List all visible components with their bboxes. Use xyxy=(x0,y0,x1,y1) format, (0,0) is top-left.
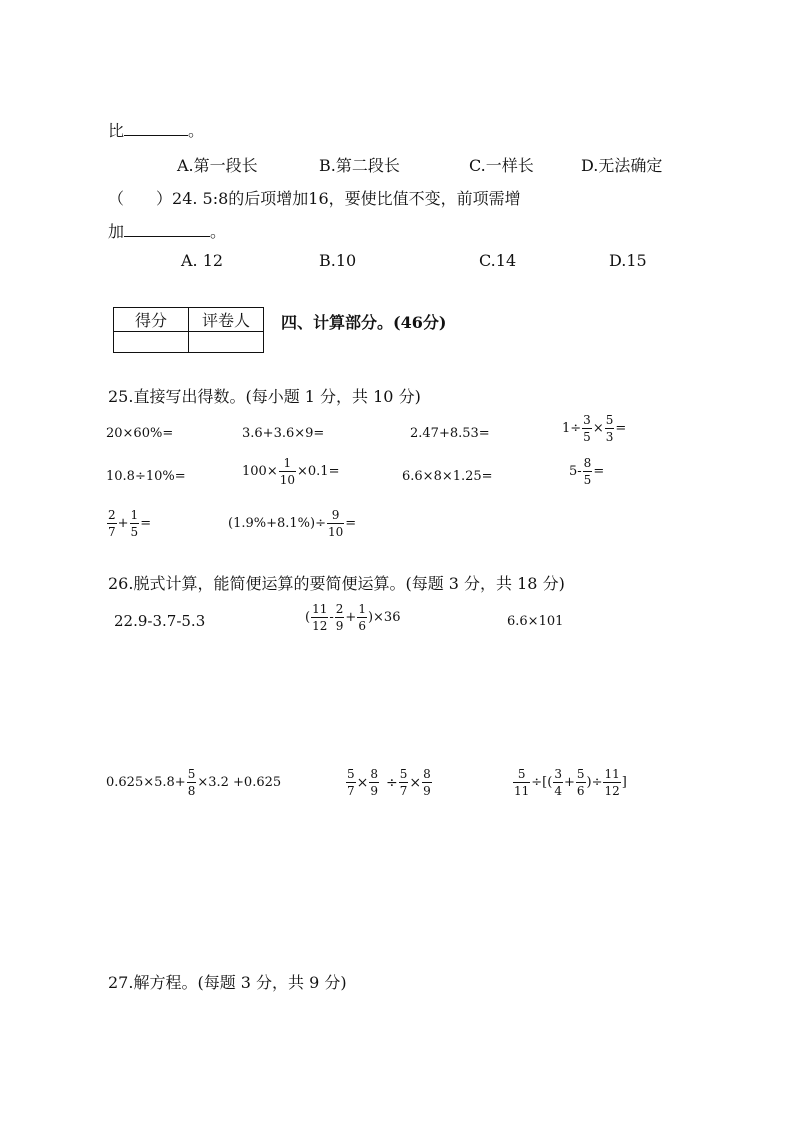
grader-header: 评卷人 xyxy=(189,308,264,332)
q25-item-10: (1.9%+8.1%)÷ $\frac{9}{10}$ = xyxy=(228,508,357,539)
q25-item-7: 6.6×8×1.25= xyxy=(402,469,493,484)
q27-title: 27.解方程。(每题 3 分，共 9 分) xyxy=(108,973,347,992)
q26-expr-1: 22.9-3.7-5.3 xyxy=(114,612,206,630)
fraction: $\frac{8}{9}$ xyxy=(423,767,431,798)
q26-expr-3: 6.6×101 xyxy=(507,614,564,629)
q23-option-a[interactable]: A.第一段长 xyxy=(177,156,258,175)
q24-option-c[interactable]: C.14 xyxy=(479,251,517,270)
grader-cell[interactable] xyxy=(189,332,264,353)
fraction: $\frac{5}{11}$ xyxy=(514,767,530,798)
q25-item-4: 1÷ $\frac{3}{5}$ × $\frac{5}{3}$ = xyxy=(562,413,627,444)
score-cell[interactable] xyxy=(114,332,189,353)
q25-item-9: $\frac{2}{7}$ + $\frac{1}{5}$ = xyxy=(108,508,152,539)
q24-answer-paren[interactable]: （ ） xyxy=(108,189,173,208)
q26-expr-4: 0.625×5.8+ $\frac{5}{8}$ ×3.2 +0.625 xyxy=(106,767,282,798)
q24-line: 加 。 xyxy=(108,222,227,241)
fraction: $\frac{1}{6}$ xyxy=(358,602,366,633)
fraction: $\frac{2}{9}$ xyxy=(335,602,344,633)
q25-item-6: 100× $\frac{1}{10}$ ×0.1= xyxy=(242,456,340,487)
q26-expr-5: $\frac{5}{7}$ × $\frac{8}{9}$ ÷ $\frac{5}{7}$ × $\frac{8}{9}$ xyxy=(347,767,431,798)
q23-option-d[interactable]: D.无法确定 xyxy=(581,156,663,175)
fraction: $\frac{1}{5}$ xyxy=(130,508,139,539)
q25-title: 25.直接写出得数。(每小题 1 分，共 10 分) xyxy=(108,387,421,406)
q23-answer-blank[interactable] xyxy=(124,121,188,136)
fraction: $\frac{8}{9}$ xyxy=(370,767,379,798)
fraction: $\frac{3}{5}$ xyxy=(583,413,591,444)
fraction: $\frac{5}{3}$ xyxy=(605,413,614,444)
q26-expr-6: $\frac{5}{11}$ ÷[( $\frac{3}{4}$ + $\frac{5}{6}$ )÷ $\frac{11}{12}$ ] xyxy=(514,767,627,798)
fraction: $\frac{5}{7}$ xyxy=(347,767,355,798)
fraction: $\frac{5}{6}$ xyxy=(576,767,585,798)
q24-option-d[interactable]: D.15 xyxy=(609,251,647,270)
fraction: $\frac{11}{12}$ xyxy=(312,602,328,633)
q25-item-3: 2.47+8.53= xyxy=(410,426,490,441)
fraction: $\frac{1}{10}$ xyxy=(279,456,295,487)
q25-item-2: 3.6+3.6×9= xyxy=(242,426,325,441)
q24-answer-blank[interactable] xyxy=(124,222,210,237)
section-4-title: 四、计算部分。(46分) xyxy=(281,313,447,332)
fraction: $\frac{11}{12}$ xyxy=(604,767,620,798)
fraction: $\frac{8}{5}$ xyxy=(583,456,592,487)
q23-line: 比 。 xyxy=(108,121,205,140)
q26-expr-2: ( $\frac{11}{12}$ - $\frac{2}{9}$ + $\frac{1}{6}$ )×36 xyxy=(305,602,401,633)
q24-option-a[interactable]: A. 12 xyxy=(181,251,224,270)
fraction: $\frac{2}{7}$ xyxy=(108,508,116,539)
q23-option-c[interactable]: C.一样长 xyxy=(469,156,534,175)
fraction: $\frac{9}{10}$ xyxy=(327,508,344,539)
score-table xyxy=(113,307,264,353)
q24-stem: （ ）24. 5:8的后项增加16，要使比值不变，前项需增 xyxy=(108,189,521,208)
q26-title: 26.脱式计算，能简便运算的要简便运算。(每题 3 分，共 18 分) xyxy=(108,574,565,593)
fraction: $\frac{5}{8}$ xyxy=(187,767,196,798)
q25-item-5: 10.8÷10%= xyxy=(106,469,186,484)
q25-item-8: 5- $\frac{8}{5}$ = xyxy=(569,456,605,487)
q23-option-b[interactable]: B.第二段长 xyxy=(319,156,400,175)
fraction: $\frac{3}{4}$ xyxy=(554,767,562,798)
fraction: $\frac{5}{7}$ xyxy=(399,767,408,798)
q24-option-b[interactable]: B.10 xyxy=(319,251,357,270)
score-header: 得分 xyxy=(114,308,189,332)
q25-item-1: 20×60%= xyxy=(106,426,174,441)
